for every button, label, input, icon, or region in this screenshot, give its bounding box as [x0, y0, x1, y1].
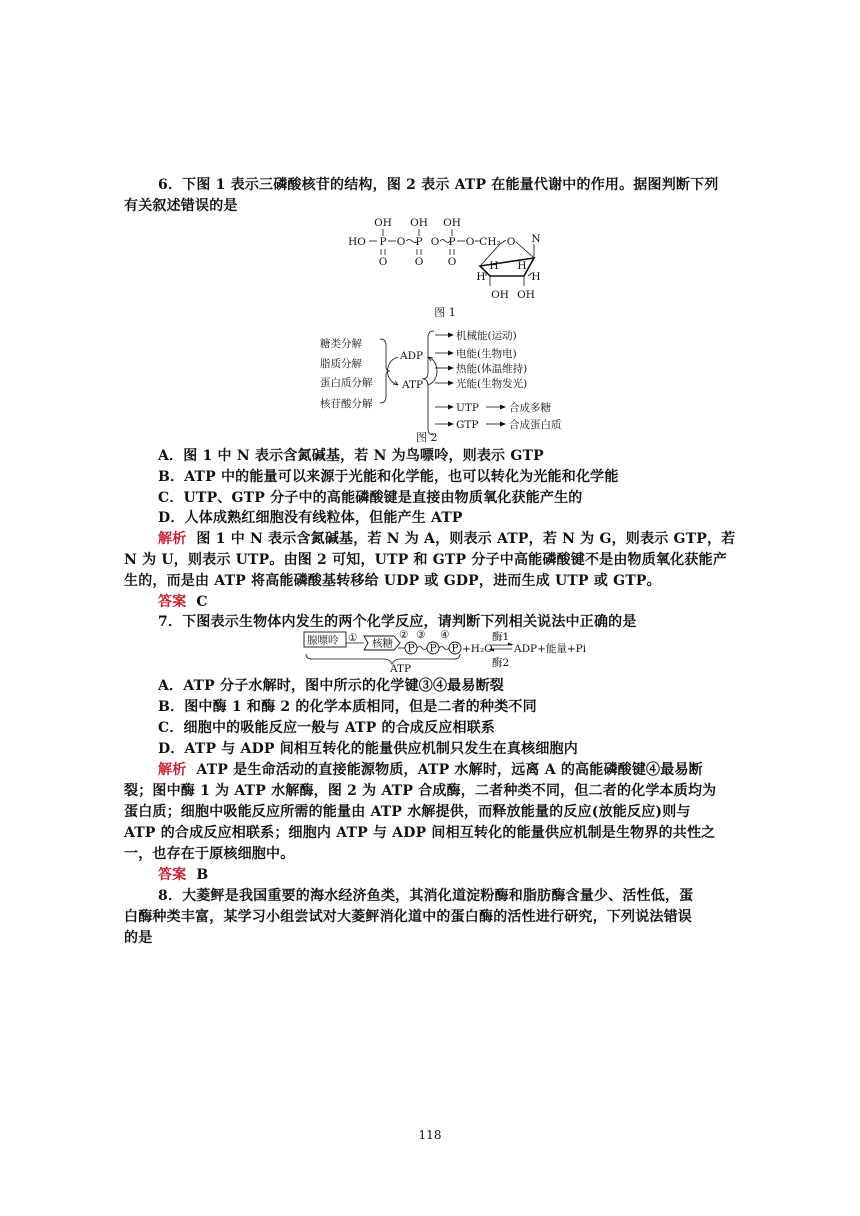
analysis-text: 图 1 中 N 表示含氮碱基，若 N 为 A，则表示 ATP，若 N 为 G，则表示 GTP，若 — [196, 531, 736, 547]
adenine-label: 腺嘌呤 — [307, 634, 339, 647]
q8-stem-line2: 白酶种类丰富，某学习小组尝试对大菱鲆消化道中的蛋白酶的活性进行研究，下列说法错误 — [124, 909, 692, 925]
q6-option-b: B．ATP 中的能量可以来源于光能和化学能，也可以转化为光能和化学能 — [158, 469, 619, 485]
enzyme-2-label: 酶2 — [492, 657, 510, 669]
q7-option-a: A．ATP 分子水解时，图中所示的化学键③④最易断裂 — [158, 678, 504, 694]
q6-answer — [158, 592, 738, 613]
o-bottom-1: O — [378, 256, 388, 268]
chain-polysaccharide: 合成多糖 — [509, 402, 551, 414]
bond-mark-4: ④ — [440, 629, 450, 641]
ring-h-2: H — [517, 260, 527, 272]
o-bottom-3: O — [447, 256, 457, 268]
answer-label: 答案 — [158, 867, 187, 883]
q7-analysis-line4: ATP 的合成反应相联系；细胞内 ATP 与 ADP 间相互转化的能量供应机制是生物界的共性之 — [124, 825, 716, 841]
q7-analysis-line2: 裂；图中酶 1 为 ATP 水解酶，图 2 为 ATP 合成酶，二者种类不同，但二者的化学本质均为 — [124, 783, 717, 799]
analysis-label: 解析 — [158, 762, 187, 778]
page-number: 118 — [418, 1128, 442, 1142]
q6-analysis-line2: N 为 U，则表示 UTP。由图 2 可知，UTP 和 GTP 分子中高能磷酸键不是由物质氧化获能产 — [124, 552, 727, 568]
source-sugar: 糖类分解 — [320, 338, 362, 350]
q7-option-c: C．细胞中的吸能反应一般与 ATP 的合成反应相联系 — [158, 720, 496, 736]
output-light: 光能(生物发光) — [456, 378, 528, 390]
figure-1-nucleotide-structure — [340, 214, 560, 320]
chain-p2: P — [415, 236, 423, 248]
atp-label: ATP — [390, 663, 412, 674]
phosphate-3: P — [451, 642, 459, 655]
answer-label: 答案 — [158, 594, 187, 610]
cycle-adp: ADP — [400, 350, 424, 362]
chain-o1: O — [396, 236, 406, 248]
q6-option-c: C．UTP、GTP 分子中的高能磷酸键是直接由物质氧化获能产生的 — [158, 490, 583, 506]
ring-h-3: H — [476, 271, 486, 283]
q7-analysis-line1 — [158, 760, 738, 781]
figure-1-caption: 图 1 — [434, 306, 456, 319]
enzyme-1-label: 酶1 — [492, 631, 510, 643]
chain-p1: P — [379, 236, 387, 248]
chain-p3: P — [448, 236, 456, 248]
chain-o2: O — [430, 236, 440, 248]
q7-stem: 7．下图表示生物体内发生的两个化学反应，请判断下列相关说法中正确的是 — [158, 614, 637, 630]
q8-stem-line3: 的是 — [124, 930, 153, 946]
q7-answer — [158, 865, 738, 886]
ribose-label: 核糖 — [372, 637, 393, 650]
ring-h-1: H — [489, 260, 499, 272]
chain-gtp: GTP — [456, 419, 479, 431]
answer-value: C — [196, 594, 208, 610]
q7-analysis-line5: 一，也存在于原核细胞中。 — [124, 846, 295, 862]
q6-option-a: A．图 1 中 N 表示含氮碱基，若 N 为鸟嘌呤，则表示 GTP — [158, 448, 544, 464]
q6-stem-line2: 有关叙述错误的是 — [124, 198, 238, 214]
source-nucleotide: 核苷酸分解 — [320, 398, 373, 410]
q6-analysis-line1 — [158, 529, 738, 550]
q6-analysis-line3: 生的，而是由 ATP 将高能磷酸基转移给 UDP 或 GDP，进而生成 UTP 或 GTP。 — [124, 573, 661, 589]
chain-ho: HO — [348, 236, 366, 248]
bond-mark-2: ② — [399, 629, 409, 641]
phosphate-2: P — [429, 642, 437, 655]
source-lipid: 脂质分解 — [320, 358, 362, 370]
q7-option-d: D．ATP 与 ADP 间相互转化的能量供应机制只发生在真核细胞内 — [158, 741, 578, 757]
chain-o3: O — [465, 236, 475, 248]
output-electric: 电能(生物电) — [456, 348, 517, 360]
q7-analysis-line3: 蛋白质；细胞中吸能反应所需的能量由 ATP 水解提供，而释放能量的反应(放能反应)则与 — [124, 804, 691, 820]
cycle-atp: ATP — [402, 379, 424, 391]
bond-mark-1: ① — [348, 632, 358, 644]
oh-top-2: OH — [410, 217, 428, 229]
bond-mark-3: ③ — [416, 629, 426, 641]
base-n: N — [531, 233, 541, 245]
source-protein: 蛋白质分解 — [320, 377, 373, 389]
q8-stem-line1: 8．大菱鲆是我国重要的海水经济鱼类，其消化道淀粉酶和脂肪酶含量少、活性低，蛋 — [158, 888, 694, 904]
chain-utp: UTP — [456, 402, 479, 414]
ring-oxygen: O — [506, 236, 516, 248]
oh-top-3: OH — [443, 217, 461, 229]
chain-ch2: CH₂ — [479, 236, 501, 248]
oh-top-1: OH — [374, 217, 392, 229]
ring-oh-2: OH — [517, 289, 535, 301]
answer-value: B — [196, 867, 209, 883]
phosphate-1: P — [407, 642, 415, 655]
q6-stem-line1: 6．下图 1 表示三磷酸核苷的结构，图 2 表示 ATP 在能量代谢中的作用。据图判断下列 — [158, 177, 719, 193]
o-bottom-2: O — [414, 256, 424, 268]
figure-2-atp-energy-metabolism — [318, 325, 580, 443]
product-label: ADP+能量+Pi — [514, 643, 587, 655]
q6-option-d: D．人体成熟红细胞没有线粒体，但能产生 ATP — [158, 510, 463, 526]
figure-atp-reaction — [302, 628, 598, 674]
analysis-label: 解析 — [158, 531, 187, 547]
water-label: +H₂O — [462, 643, 493, 655]
output-heat: 热能(体温维持) — [456, 363, 528, 375]
figure-2-caption: 图 2 — [416, 431, 438, 443]
chain-protein: 合成蛋白质 — [509, 419, 562, 431]
analysis-text: ATP 是生命活动的直接能源物质，ATP 水解时，远离 A 的高能磷酸键④最易断 — [196, 762, 703, 778]
ring-oh-1: OH — [491, 289, 509, 301]
q7-option-b: B．图中酶 1 和酶 2 的化学本质相同，但是二者的种类不同 — [158, 699, 537, 715]
output-mechanical: 机械能(运动) — [456, 330, 517, 342]
ring-h-4: H — [531, 271, 541, 283]
